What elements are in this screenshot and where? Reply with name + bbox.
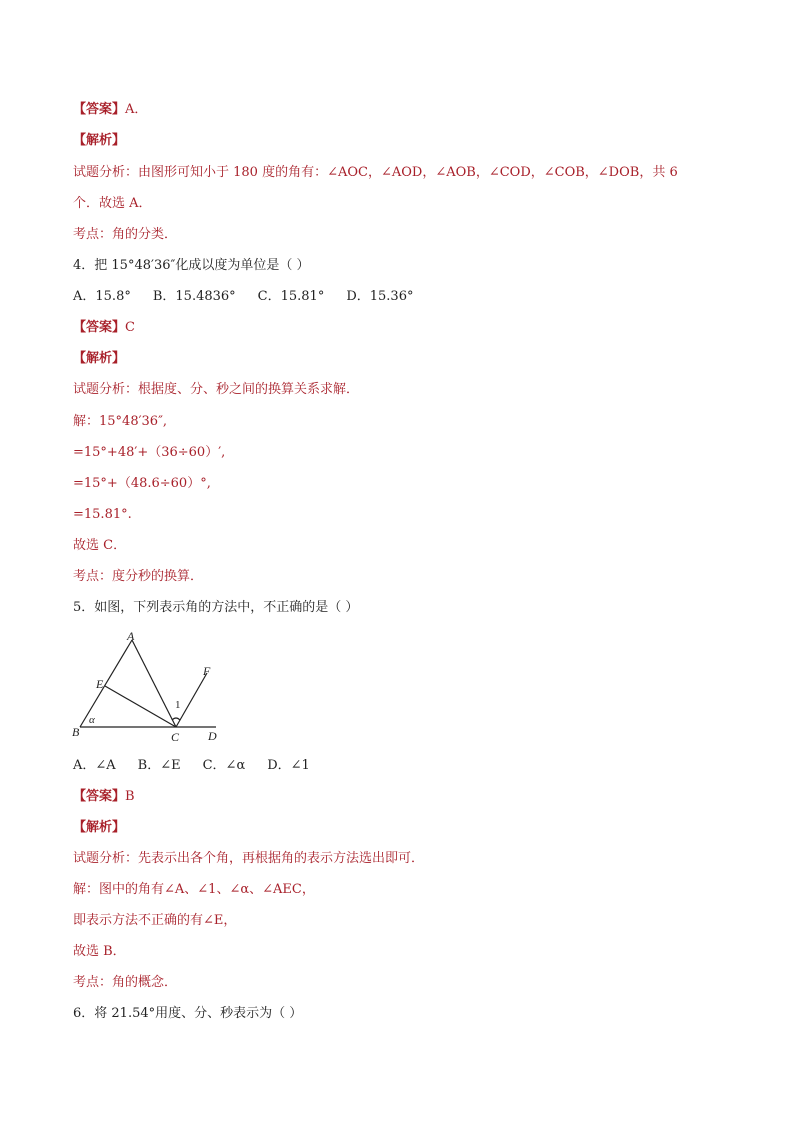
option-d: D．∠1 [267, 758, 310, 773]
label-a: A [127, 629, 135, 643]
option-b: B．∠E [137, 758, 181, 773]
label-d: D [208, 729, 217, 743]
solution-step: 解：15°48′36″, [73, 414, 168, 429]
option-b: B．15.4836° [152, 289, 236, 304]
label-c: C [171, 730, 180, 744]
solution-step: 故选 C． [73, 538, 127, 553]
option-a: A．∠A [73, 758, 116, 773]
answer-text: B [125, 789, 135, 804]
answer-line [73, 787, 135, 807]
ray-cf [176, 673, 207, 727]
analysis-text: 个．故选 A． [73, 196, 152, 211]
solution-step: =15°+（48.6÷60）°, [73, 476, 211, 491]
analysis-tag: 【解析】 [73, 133, 126, 148]
label-f: F [203, 664, 211, 678]
answer-line [73, 100, 147, 120]
answer-text: A． [125, 102, 148, 117]
solution-step: 即表示方法不正确的有∠E， [73, 913, 237, 928]
option-d: D．15.36° [346, 289, 414, 304]
question-5: 5．如图，下列表示角的方法中，不正确的是（ ） [73, 600, 359, 615]
answer-line [73, 318, 135, 338]
label-b: B [72, 725, 80, 739]
analysis-text: 试题分析：由图形可知小于 180 度的角有：∠AOC，∠AOD，∠AOB，∠COD，∠COB，∠DOB，共 6 [73, 165, 678, 180]
label-e: E [96, 677, 104, 691]
question-4: 4．把 15°48′36″化成以度为单位是（ ） [73, 258, 310, 273]
analysis-tag: 【解析】 [73, 820, 126, 835]
analysis-tag-line [73, 349, 125, 369]
knowledge-point: 考点：度分秒的换算． [73, 569, 204, 584]
answer-text: C [125, 320, 135, 335]
label-angle-1: 1 [175, 699, 181, 711]
solution-step: =15°+48′+（36÷60）′, [73, 445, 226, 460]
solution-step: =15.81°. [73, 507, 132, 522]
question-4-options [73, 287, 435, 307]
label-alpha: α [89, 714, 95, 726]
analysis-text: 试题分析：根据度、分、秒之间的换算关系求解． [73, 382, 360, 397]
knowledge-point: 考点：角的分类． [73, 227, 178, 242]
option-c: C．15.81° [257, 289, 325, 304]
analysis-tag-line [73, 818, 125, 838]
question-6: 6．将 21.54°用度、分、秒表示为（ ） [73, 1006, 303, 1021]
answer-tag: 【答案】 [73, 102, 126, 117]
option-a: A．15.8° [73, 289, 131, 304]
solution-step: 解：图中的角有∠A、∠1、∠α、∠AEC， [73, 882, 315, 897]
answer-tag: 【答案】 [73, 789, 126, 804]
knowledge-point: 考点：角的概念． [73, 975, 178, 990]
geometry-figure [70, 628, 230, 748]
analysis-tag-line [73, 131, 125, 151]
solution-step: 故选 B． [73, 944, 126, 959]
answer-tag: 【答案】 [73, 320, 126, 335]
option-c: C．∠α [202, 758, 246, 773]
analysis-text: 试题分析：先表示出各个角，再根据角的表示方法选出即可． [73, 851, 425, 866]
analysis-tag: 【解析】 [73, 351, 126, 366]
question-5-options [73, 756, 332, 776]
segment-ab [80, 640, 132, 727]
angle-1-arc [172, 718, 180, 720]
